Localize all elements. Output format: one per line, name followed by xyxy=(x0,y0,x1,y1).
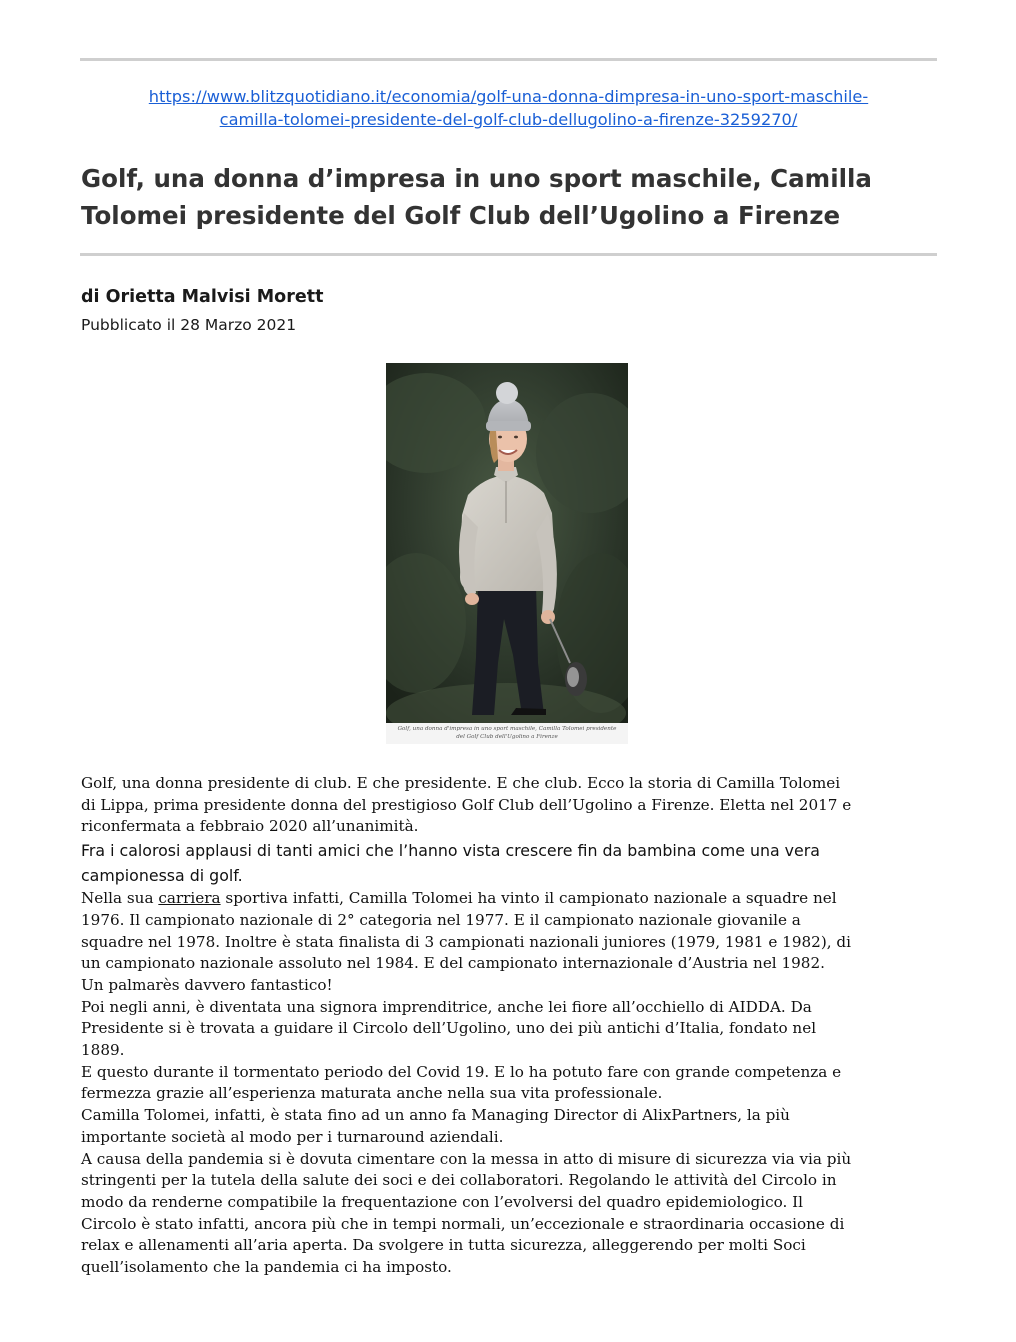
article-title-line-2: Tolomei presidente del Golf Club dell’Ugolino a Firenze xyxy=(81,201,841,230)
body-line: relax e allenamenti all’aria aperta. Da svolgere in tutta sicurezza, alleggerendo per molti Soci xyxy=(81,1236,806,1255)
author-byline: di Orietta Malvisi Morett xyxy=(81,287,324,307)
body-line: stringenti per la tutela della salute dei soci e dei collaboratori. Regolando le attività del Circolo in xyxy=(81,1171,837,1190)
body-line: 1976. Il campionato nazionale di 2° categoria nel 1977. E il campionato nazionale giovanile a xyxy=(81,910,801,929)
publish-date: Pubblicato il 28 Marzo 2021 xyxy=(81,316,297,334)
body-line: riconfermata a febbraio 2020 all’unanimità. xyxy=(81,817,419,836)
body-line: modo da renderne compatibile la frequentazione con l’evolversi del quadro epidemiologico. Il xyxy=(81,1192,803,1211)
body-line: squadre nel 1978. Inoltre è stata finalista di 3 campionati nazionali juniores (1979, 1981 e 1982), di xyxy=(81,932,851,951)
body-line: fermezza grazie all’esperienza maturata anche nella sua vita professionale. xyxy=(81,1084,663,1103)
body-line: Un palmarès davvero fantastico! xyxy=(81,975,333,994)
body-line: A causa della pandemia si è dovuta cimentare con la messa in atto di misure di sicurezza via via più xyxy=(81,1149,852,1168)
title-divider xyxy=(80,253,937,256)
body-line: Poi negli anni, è diventata una signora imprenditrice, anche lei fiore all’occhiello di AIDDA. Da xyxy=(81,997,812,1016)
body-line: E questo durante il tormentato periodo del Covid 19. E lo ha potuto fare con grande competenza e xyxy=(81,1062,842,1081)
figure-caption xyxy=(386,725,628,741)
body-text: Nella sua xyxy=(81,889,159,908)
body-line: Circolo è stato infatti, ancora più che in tempi normali, un’eccezionale e straordinaria occasione di xyxy=(81,1214,845,1233)
body-line: campionessa di golf. xyxy=(81,865,243,885)
source-url-line-1[interactable]: https://www.blitzquotidiano.it/economia/golf-una-donna-dimpresa-in-uno-sport-maschile- xyxy=(148,87,869,106)
body-text: sportiva infatti, Camilla Tolomei ha vinto il campionato nazionale a squadre nel xyxy=(220,889,837,908)
article-photo xyxy=(386,363,628,723)
body-line: importante società al modo per i turnaround aziendali. xyxy=(81,1127,504,1146)
body-line: un campionato nazionale assoluto nel 1984. E del campionato internazionale d’Austria nel 1982. xyxy=(81,954,825,973)
body-line: Fra i calorosi applausi di tanti amici che l’hanno vista crescere fin da bambina come una vera xyxy=(81,841,820,861)
top-divider xyxy=(80,58,937,61)
body-line: quell’isolamento che la pandemia ci ha imposto. xyxy=(81,1258,452,1277)
body-line xyxy=(81,888,941,910)
body-line: di Lippa, prima presidente donna del prestigioso Golf Club dell’Ugolino a Firenze. Eletta nel 2017 e xyxy=(81,795,852,814)
source-url-link[interactable] xyxy=(80,85,937,131)
figure-caption-line-2: del Golf Club dell'Ugolino a Firenze xyxy=(456,734,558,740)
source-url-line-2[interactable]: camilla-tolomei-presidente-del-golf-club-dellugolino-a-firenze-3259270/ xyxy=(219,110,798,129)
body-line: Camilla Tolomei, infatti, è stata fino ad un anno fa Managing Director di AlixPartners, la più xyxy=(81,1106,790,1125)
article-title-line-1: Golf, una donna d’impresa in uno sport maschile, Camilla xyxy=(81,164,872,193)
article-body xyxy=(81,773,941,1279)
body-line: 1889. xyxy=(81,1041,125,1060)
body-line: Presidente si è trovata a guidare il Circolo dell’Ugolino, uno dei più antichi d’Italia, fondato nel xyxy=(81,1019,817,1038)
figure-caption-line-1: Golf, una donna d'impresa in uno sport maschile, Camilla Tolomei presidente xyxy=(397,726,617,732)
body-line: Golf, una donna presidente di club. E che presidente. E che club. Ecco la storia di Camilla Tolomei xyxy=(81,774,841,792)
article-figure xyxy=(386,363,628,744)
career-link[interactable]: carriera xyxy=(158,889,221,908)
article-title xyxy=(81,160,941,234)
